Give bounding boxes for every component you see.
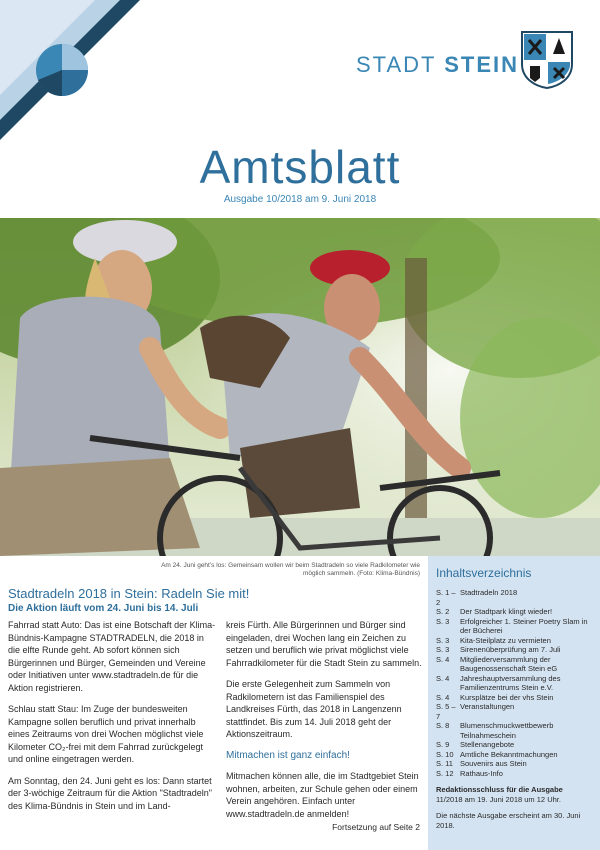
- toc-text: Kita-Steilplatz zu vermieten: [460, 635, 551, 645]
- toc-text: Kursplätze bei der vhs Stein: [460, 692, 554, 702]
- corner-logo-graphic: [0, 0, 140, 140]
- page-title: Amtsblatt: [199, 141, 401, 193]
- toc-page: S. 5 – 7: [436, 702, 456, 721]
- toc-page: S. 4: [436, 692, 450, 702]
- article-paragraph: Schlau statt Stau: Im Zuge der bundesweiten Kampagne sollen beruflich und privat innerhalb eines Zeitraums von drei Wochen möglichst viele Kilometer CO₂-frei mit dem Fahrrad zurückgelegt und online eingetragen werden.: [8, 704, 204, 764]
- article-paragraph: Mitmachen können alle, die im Stadtgebiet Stein wohnen, arbeiten, zur Schule gehen oder einem Verein angehören. Einfach unter www.stadtradeln.de anmelden!: [226, 771, 419, 819]
- article-column-2: [226, 619, 422, 829]
- toc-entry: [436, 740, 592, 750]
- toc-entry: [436, 617, 592, 636]
- toc-page: S. 9: [436, 740, 450, 749]
- issue-line: Ausgabe 10/2018 am 9. Juni 2018: [223, 194, 377, 205]
- toc-text: Der Stadtpark klingt wieder!: [460, 607, 553, 616]
- toc-page: S. 4: [436, 673, 450, 683]
- toc-page: S. 12: [436, 768, 454, 778]
- cover-photo-cyclists: [0, 218, 600, 556]
- table-of-contents: [428, 556, 600, 850]
- article-column-1: [8, 619, 216, 821]
- toc-entry: [436, 769, 592, 779]
- toc-text: Jahreshauptversammlung des Familienzentrums Stein e.V.: [460, 673, 561, 692]
- article-paragraph: kreis Fürth. Alle Bürgerinnen und Bürger sind eingeladen, drei Wochen lang ein Zeichen zu setzen und beruflich wie privat möglichst viele Fahrradkilometer für die Stadt Stein zu sammeln.: [226, 620, 422, 668]
- continued-note: Fortsetzung auf Seite 2: [332, 822, 420, 832]
- brand-name: [356, 52, 519, 78]
- brand-light: STADT: [356, 52, 437, 77]
- toc-entry: [436, 759, 592, 769]
- toc-page: S. 11: [436, 759, 453, 768]
- article-paragraph: Die erste Gelegenheit zum Sammeln von Radkilometern ist das Familienspiel des Landkreises Fürth, das 2018 in Langenzenn stattfindet. Bis zum 14. Juli 2018 geht der Aktionszeitraum.: [226, 679, 402, 739]
- toc-page: S. 8: [436, 721, 450, 730]
- toc-page: S. 10: [436, 749, 454, 759]
- toc-text: Amtliche Bekanntmachungen: [460, 749, 558, 759]
- toc-text: Mitgliederversammlung der Baugenossenschaft Stein eG: [460, 654, 558, 673]
- article-paragraph: Am Sonntag, den 24. Juni geht es los: Dann startet der 3-wöchige Zeitraum für die Aktion "Stadtradeln" des Klima-Bündnis in Stein und im Land-: [8, 775, 212, 811]
- toc-text: Blumenschmuckwettbewerb Teilnahmeschein: [460, 721, 554, 740]
- toc-entry: [436, 702, 592, 721]
- toc-text: Erfolgreicher 1. Steiner Poetry Slam in der Bücherei: [460, 616, 588, 635]
- toc-entry: [436, 588, 592, 607]
- deadline-text: 11/2018 am 19. Juni 2018 um 12 Uhr.: [436, 794, 561, 804]
- toc-title: Inhaltsverzeichnis: [436, 566, 532, 580]
- toc-entry: [436, 655, 592, 674]
- toc-text: Stadtradeln 2018: [460, 588, 518, 597]
- toc-text: Rathaus-Info: [460, 768, 503, 778]
- toc-page: S. 3: [436, 616, 450, 626]
- toc-page: S. 3: [436, 635, 450, 645]
- toc-entry: [436, 693, 592, 703]
- toc-entry: [436, 607, 592, 617]
- toc-entry: [436, 636, 592, 646]
- toc-text: Souvenirs aus Stein: [460, 759, 527, 768]
- deadline-label: Redaktionsschluss für die Ausgabe: [436, 785, 563, 794]
- toc-page: S. 3: [436, 645, 450, 654]
- toc-page: S. 4: [436, 654, 450, 664]
- toc-text: Stellenangebote: [460, 740, 515, 749]
- toc-entry: [436, 750, 592, 760]
- coat-of-arms-icon: [520, 30, 574, 90]
- article-paragraph: Fahrrad statt Auto: Das ist eine Botschaft der Klima-Bündnis-Kampagne STADTRADELN, die 2018 in die elfte Runde geht. Ab sofort können sich Bürgerinnen und Bürger, Gemeinden und Vereine oder Initiativen unter www.stadtradeln.de für die Aktion registrieren.: [8, 620, 216, 693]
- toc-entry: [436, 721, 592, 740]
- article-headline: Stadtradeln 2018 in Stein: Radeln Sie mit!: [8, 586, 250, 601]
- toc-page: S. 1 – 2: [436, 588, 456, 607]
- toc-entry: [436, 645, 592, 655]
- toc-text: Sirenenüberprüfung am 7. Juli: [460, 645, 561, 654]
- deadline-note: [436, 785, 592, 804]
- toc-page: S. 2: [436, 607, 450, 616]
- next-issue-note: Die nächste Ausgabe erscheint am 30. Juni 2018.: [436, 811, 581, 830]
- article-section-heading: Mitmachen ist ganz einfach!: [226, 749, 350, 761]
- brand-bold: STEIN: [444, 52, 520, 77]
- toc-entry: [436, 674, 592, 693]
- toc-text: Veranstaltungen: [460, 702, 515, 711]
- article-subhead: Die Aktion läuft vom 24. Juni bis 14. Juli: [8, 603, 199, 614]
- photo-caption: Am 24. Juni geht’s los: Gemeinsam wollen wir beim Stadtradeln so viele Radkilometer wie möglich sammeln. (Foto: Klima-Bündnis): [161, 562, 420, 577]
